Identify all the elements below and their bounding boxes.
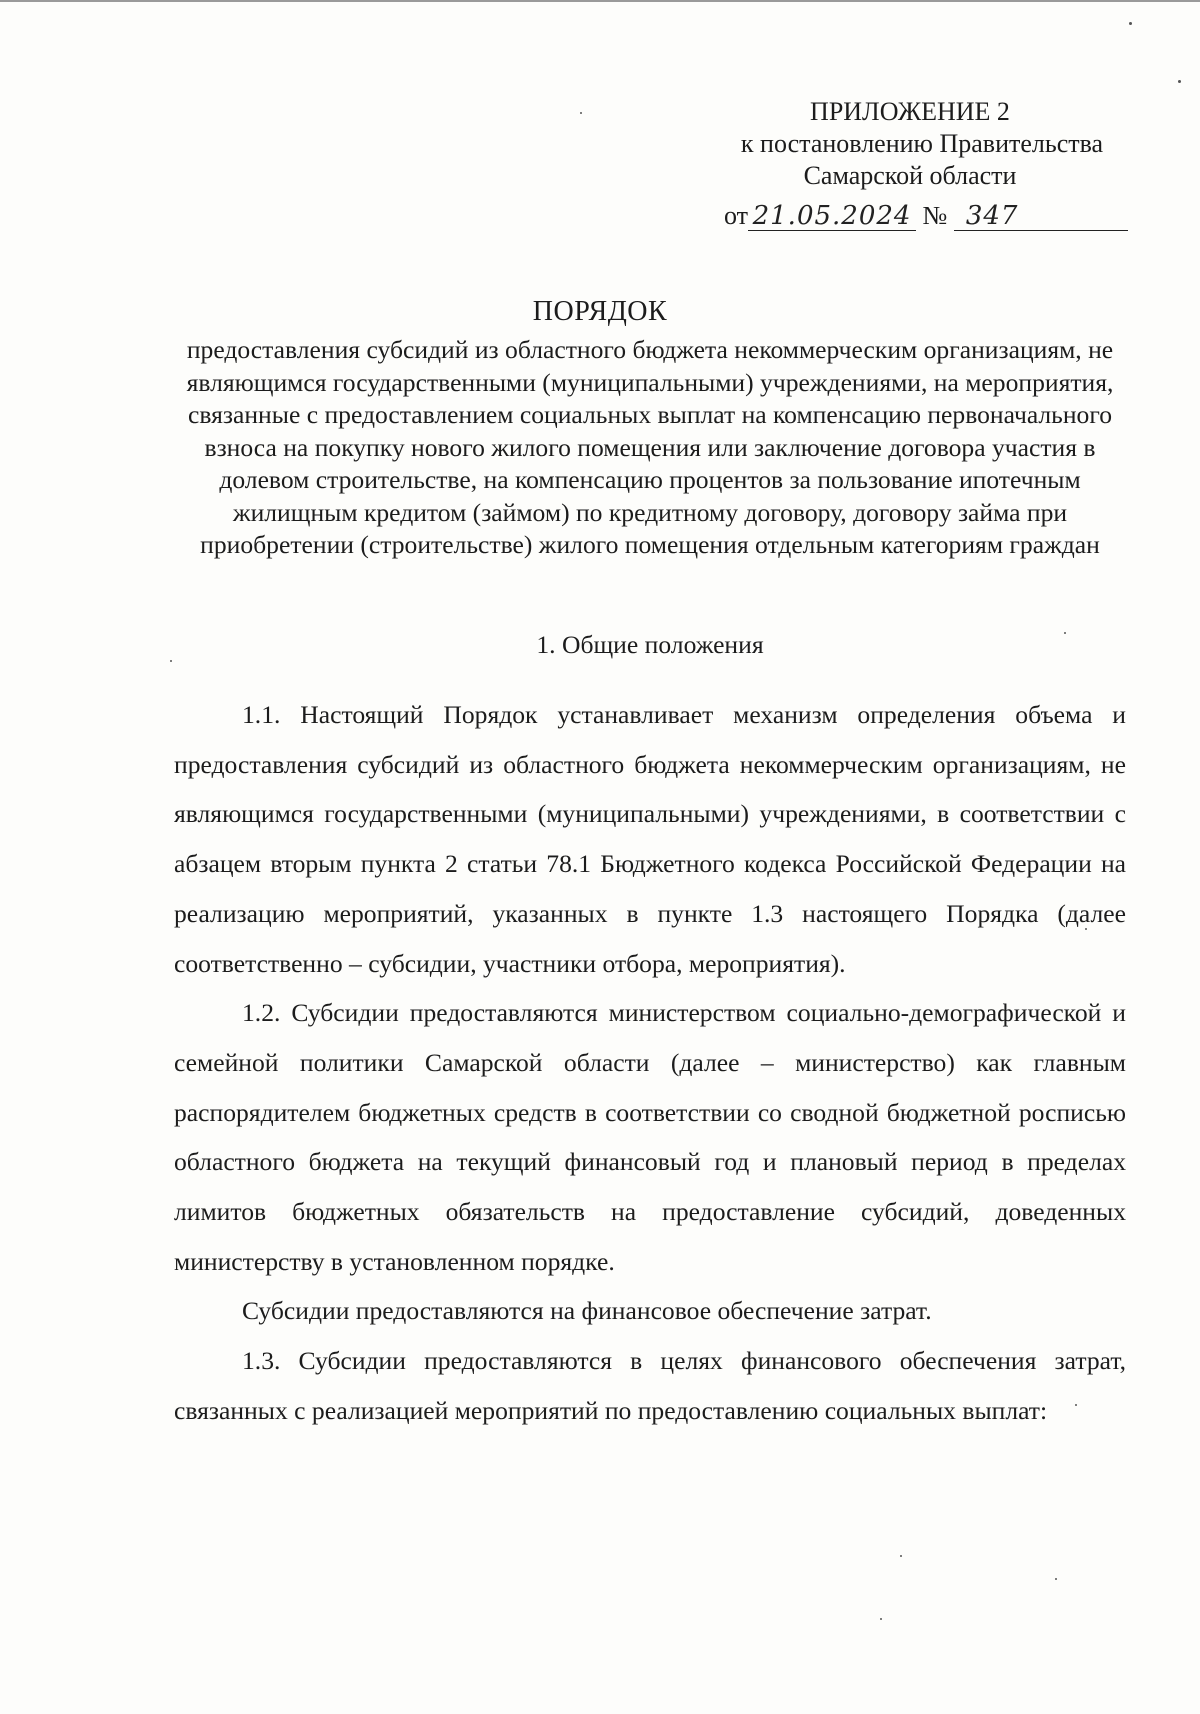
scan-speck xyxy=(900,1555,902,1557)
scan-speck xyxy=(1085,928,1087,930)
scan-speck xyxy=(1075,1404,1077,1406)
scan-speck xyxy=(1055,1578,1057,1580)
scan-speck xyxy=(1064,632,1066,634)
paragraph-1-1: 1.1. Настоящий Порядок устанавливает механизм определения объема и предоставления субсидий из областного бюджета некоммерческим организациям, не являющимся государственными (муниципальными) учреждениями, в соответствии с абзацем вторым пункта 2 статьи 78.1 Бюджетного кодекса Российской Федерации на реализацию мероприятий, указанных в пункте 1.3 настоящего Порядка (далее соответственно – субсидии, участники отбора, мероприятия). xyxy=(174,700,1126,978)
scan-speck xyxy=(580,112,582,114)
resolution-date-number xyxy=(724,200,1128,232)
scan-speck xyxy=(1178,80,1181,83)
handwritten-number: 347 xyxy=(965,201,1019,231)
number-sign: № xyxy=(922,201,948,230)
paragraph-1-3: 1.3. Субсидии предоставляются в целях финансового обеспечения затрат, связанных с реализацией мероприятий по предоставлению социальных выплат: xyxy=(174,1346,1126,1425)
paragraph-1-2: 1.2. Субсидии предоставляются министерством социально-демографической и семейной политики Самарской области (далее – министерство) как главным распорядителем бюджетных средств в соответствии со сводной бюджетной росписью областного бюджета на текущий финансовый год и плановый период в пределах лимитов бюджетных обязательств на предоставление субсидий, доведенных министерству в установленном порядке. xyxy=(174,998,1126,1276)
scan-speck xyxy=(880,1618,882,1620)
document-description: предоставления субсидий из областного бюджета некоммерческим организациям, не являющимся государственными (муниципальными) учреждениями, на мероприятия, связанные с предоставлением социальных выплат на компенсацию первоначального взноса на покупку нового жилого помещения или заключение договора участия в долевом строительстве, на компенсацию процентов за пользование ипотечным жилищным кредитом (займом) по кредитному договору, договору займа при приобретении (строительстве) жилого помещения отдельным категориям граждан xyxy=(186,335,1114,559)
document-body xyxy=(174,690,1126,1436)
scan-speck xyxy=(170,660,172,662)
date-underline xyxy=(748,202,916,231)
appendix-region: Самарской области xyxy=(803,161,1017,190)
paragraph-financing: Субсидии предоставляются на финансовое обеспечение затрат. xyxy=(242,1296,932,1326)
number-underline xyxy=(954,202,1128,231)
appendix-title: ПРИЛОЖЕНИЕ 2 xyxy=(810,97,1010,126)
handwritten-date: 21.05.2024 xyxy=(752,201,912,231)
scan-speck xyxy=(1129,22,1132,25)
appendix-reference: к постановлению Правительства xyxy=(740,129,1104,158)
appendix-block xyxy=(690,96,1130,192)
scan-top-edge xyxy=(0,0,1200,2)
section-heading: 1. Общие положения xyxy=(536,630,764,659)
document-title: ПОРЯДОК xyxy=(532,296,668,327)
date-prefix: от xyxy=(724,201,749,230)
